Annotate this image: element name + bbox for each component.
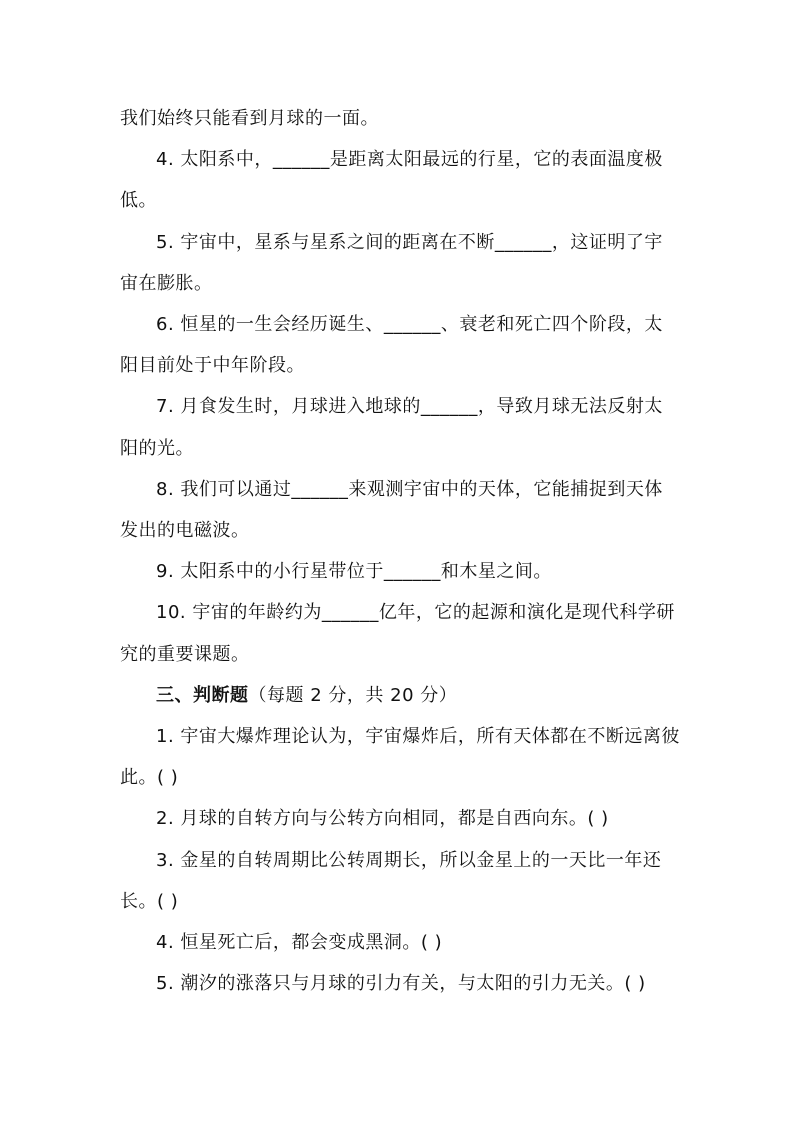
question-fill-4: 4. 太阳系中，______是距离太阳最远的行星，它的表面温度极低。 bbox=[120, 149, 663, 212]
question-fill-6: 6. 恒星的一生会经历诞生、______、衰老和死亡四个阶段，太阳目前处于中年阶段。 bbox=[120, 314, 663, 377]
question-tf-4: 4. 恒星死亡后，都会变成黑洞。( ) bbox=[156, 932, 443, 954]
question-tf-3: 3. 金星的自转周期比公转周期长，所以金星上的一天比一年还长。( ) bbox=[120, 849, 662, 912]
question-tf-2: 2. 月球的自转方向与公转方向相同，都是自西向东。( ) bbox=[156, 808, 609, 830]
continued-text: 我们始终只能看到月球的一面。 bbox=[120, 108, 379, 129]
question-fill-8: 8. 我们可以通过______来观测宇宙中的天体，它能捕捉到天体发出的电磁波。 bbox=[120, 478, 663, 542]
question-fill-9: 9. 太阳系中的小行星带位于______和木星之间。 bbox=[156, 561, 552, 583]
question-fill-10: 10. 宇宙的年龄约为______亿年，它的起源和演化是现代科学研究的重要课题。 bbox=[120, 602, 675, 665]
question-tf-1: 1. 宇宙大爆炸理论认为，宇宙爆炸后，所有天体都在不断远离彼此。( ) bbox=[120, 726, 680, 789]
question-fill-5: 5. 宇宙中，星系与星系之间的距离在不断______，这证明了宇宙在膨胀。 bbox=[120, 231, 663, 294]
question-fill-7: 7. 月食发生时，月球进入地球的______，导致月球无法反射太阳的光。 bbox=[120, 396, 663, 459]
question-tf-5: 5. 潮汐的涨落只与月球的引力有关，与太阳的引力无关。( ) bbox=[156, 973, 646, 995]
document-page bbox=[120, 98, 680, 1004]
section-heading-title: 三、判断题 bbox=[156, 684, 249, 706]
section-heading-note: （每题 2 分，共 20 分） bbox=[248, 684, 458, 706]
section-heading-true-false bbox=[120, 675, 680, 716]
